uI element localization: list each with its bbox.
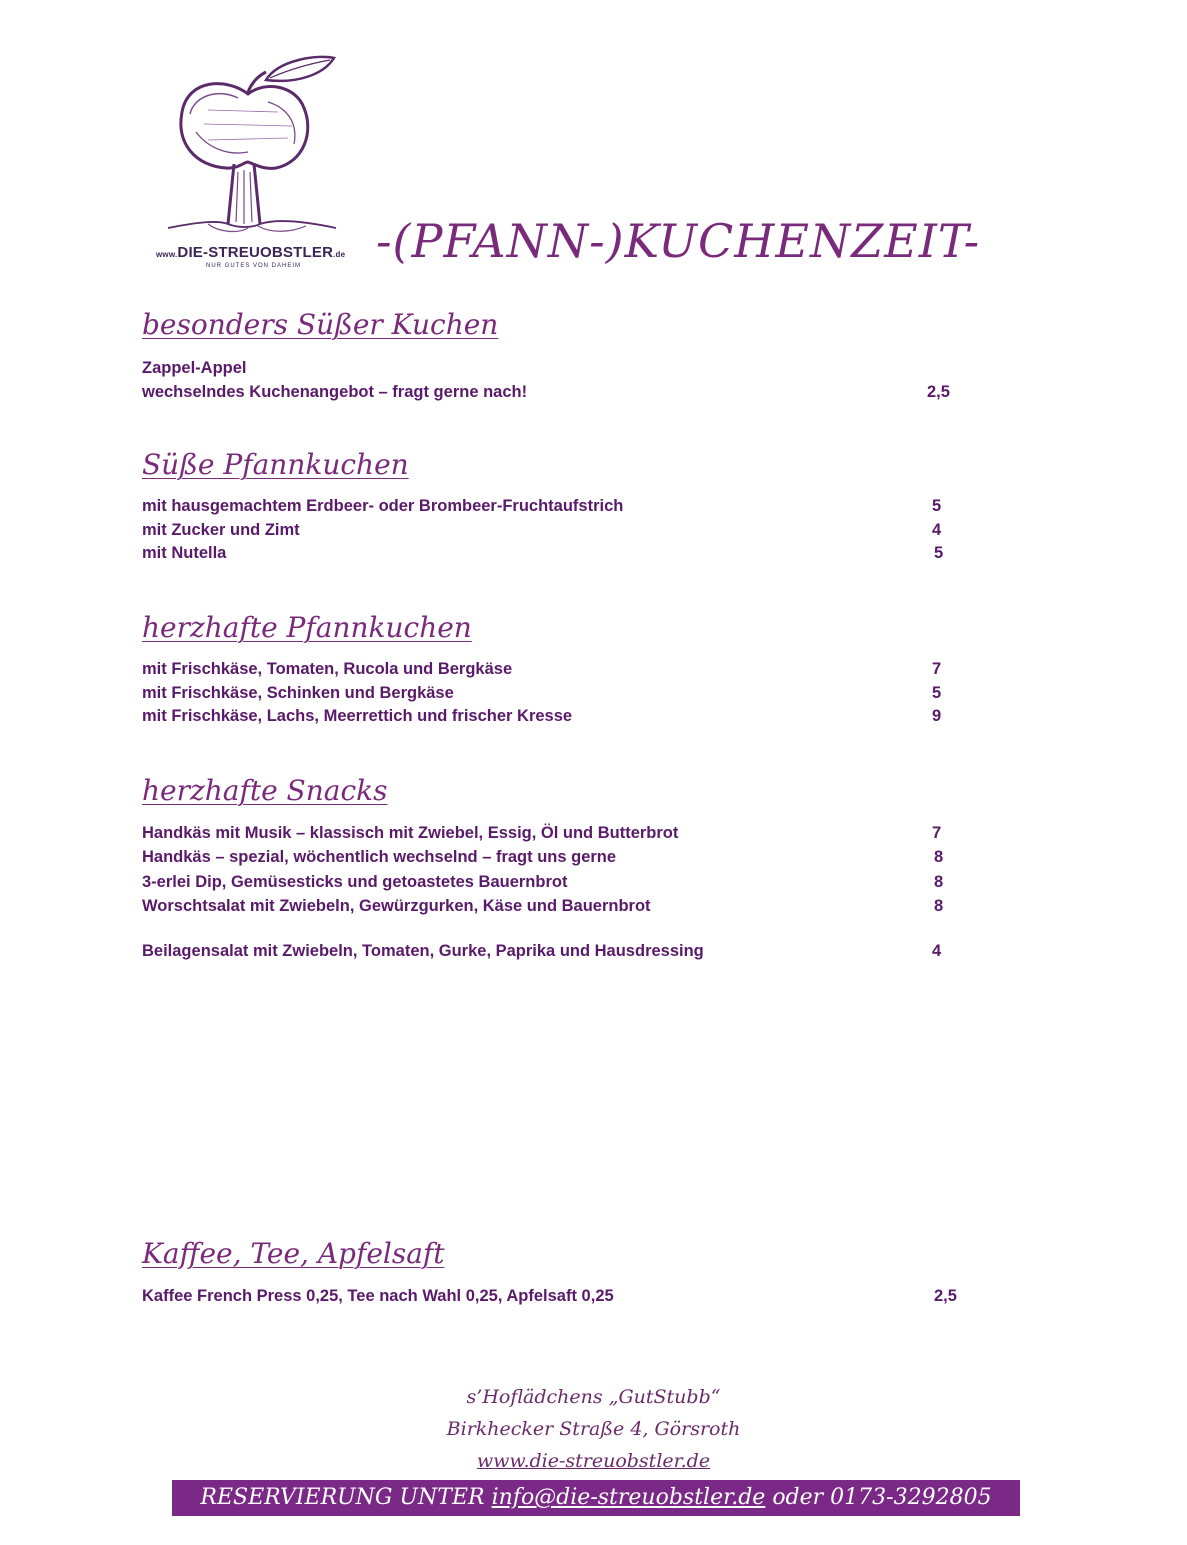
item-price: 5 xyxy=(932,684,942,702)
menu-item xyxy=(142,942,1187,966)
menu-item xyxy=(142,848,1187,872)
menu-item xyxy=(142,873,1187,897)
item-price: 4 xyxy=(932,521,942,539)
menu-item xyxy=(142,707,1187,731)
menu-item xyxy=(142,897,1187,921)
logo-tagline: NUR GUTES VON DAHEIM xyxy=(206,263,302,269)
menu-item xyxy=(142,684,1187,708)
logo-prefix: www. xyxy=(156,250,178,259)
item-label: Kaffee French Press 0,25, Tee nach Wahl 0,25, Apfelsaft 0,25 xyxy=(142,1287,614,1305)
section-heading-sweet-cake: besonders Süßer Kuchen xyxy=(142,308,499,341)
item-price: 2,5 xyxy=(927,383,950,401)
item-label: wechselndes Kuchenangebot – fragt gerne nach! xyxy=(142,383,528,401)
footer-website-row xyxy=(0,1450,1187,1472)
logo-suffix: .de xyxy=(333,250,346,259)
item-price: 8 xyxy=(934,848,944,866)
reservation-suffix: oder 0173-3292805 xyxy=(772,1485,992,1510)
menu-item xyxy=(142,544,1187,568)
menu-item xyxy=(142,383,1187,407)
item-price: 4 xyxy=(932,942,942,960)
streuobstler-logo xyxy=(148,52,346,270)
menu-item xyxy=(142,359,1187,383)
website-link[interactable]: www.die-streuobstler.de xyxy=(476,1450,711,1472)
item-label: mit Frischkäse, Schinken und Bergkäse xyxy=(142,684,454,702)
reservation-email-link[interactable]: info@die-streuobstler.de xyxy=(491,1485,766,1510)
menu-item xyxy=(142,660,1187,684)
item-label: Handkäs – spezial, wöchentlich wechselnd – fragt uns gerne xyxy=(142,848,617,866)
item-label: mit Zucker und Zimt xyxy=(142,521,300,539)
menu-item xyxy=(142,1287,1187,1311)
apple-tree-icon xyxy=(148,52,340,244)
item-label: Handkäs mit Musik – klassisch mit Zwiebel, Essig, Öl und Butterbrot xyxy=(142,824,679,842)
menu-item xyxy=(142,497,1187,521)
logo-brand: DIE-STREUOBSTLER xyxy=(177,244,334,261)
item-label: Beilagensalat mit Zwiebeln, Tomaten, Gurke, Paprika und Hausdressing xyxy=(142,942,704,960)
item-label: Worschtsalat mit Zwiebeln, Gewürzgurken, Käse und Bauernbrot xyxy=(142,897,651,915)
footer-address: Birkhecker Straße 4, Görsroth xyxy=(446,1418,741,1440)
reservation-bar xyxy=(172,1480,1020,1516)
section-heading-drinks: Kaffee, Tee, Apfelsaft xyxy=(142,1237,445,1270)
item-price: 2,5 xyxy=(934,1287,957,1305)
footer-venue: s’Hoflädchens „GutStubb“ xyxy=(466,1386,721,1408)
item-price: 7 xyxy=(932,824,942,842)
item-price: 5 xyxy=(934,544,944,562)
item-price: 5 xyxy=(932,497,942,515)
item-label: Zappel-Appel xyxy=(142,359,247,377)
item-price: 7 xyxy=(932,660,942,678)
page-title: -(PFANN-)KUCHENZEIT- xyxy=(376,214,981,268)
menu-item xyxy=(142,521,1187,545)
reservation-prefix: RESERVIERUNG UNTER xyxy=(200,1485,485,1510)
item-label: mit hausgemachtem Erdbeer- oder Brombeer-Fruchtaufstrich xyxy=(142,497,624,515)
section-heading-savory-pancakes: herzhafte Pfannkuchen xyxy=(142,611,472,644)
logo-wordmark xyxy=(156,244,345,261)
item-label: mit Nutella xyxy=(142,544,227,562)
item-label: mit Frischkäse, Lachs, Meerrettich und frischer Kresse xyxy=(142,707,573,725)
section-heading-sweet-pancakes: Süße Pfannkuchen xyxy=(142,448,409,481)
item-price: 8 xyxy=(934,873,944,891)
item-price: 9 xyxy=(932,707,942,725)
menu-item xyxy=(142,824,1187,848)
section-heading-savory-snacks: herzhafte Snacks xyxy=(142,774,388,807)
item-label: 3-erlei Dip, Gemüsesticks und getoastetes Bauernbrot xyxy=(142,873,568,891)
item-price: 8 xyxy=(934,897,944,915)
item-label: mit Frischkäse, Tomaten, Rucola und Bergkäse xyxy=(142,660,513,678)
